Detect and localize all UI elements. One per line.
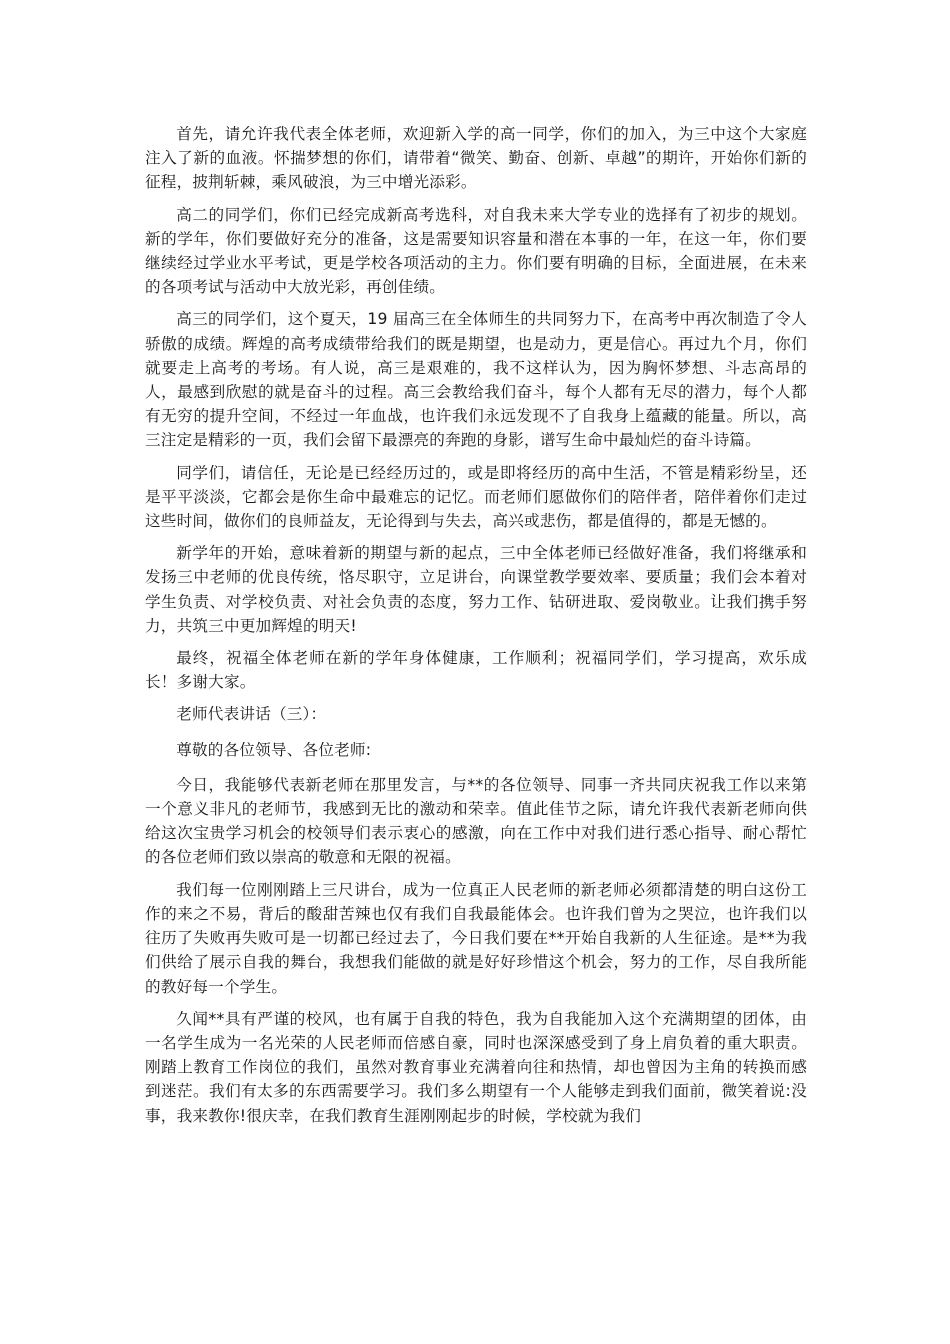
paragraph-new-school-year: 新学年的开始，意味着新的期望与新的起点，三中全体老师已经做好准备，我们将继承和发扬三中老师的优良传统，恪尽职守，立足讲台，向课堂教学要效率、要质量；我们会本着对学生负责、对学校负责、对社会负责的态度，努力工作、钻研进取、爱岗敬业。让我们携手努力，共筑三中更加辉煌的明天! bbox=[145, 544, 807, 635]
paragraph-new-teacher-journey: 我们每一位刚刚踏上三尺讲台，成为一位真正人民老师的新老师必须都清楚的明白这份工作的来之不易，背后的酸甜苦辣也仅有我们自我最能体会。也许我们曾为之哭泣，也许我们以往历了失败再失败可是一切都已经过去了，今日我们要在**开始自我新的人生征途。是**为我们供给了展示自我的舞台，我想我们能做的就是好好珍惜这个机会，努力的工作，尽自我所能的教好每一个学生。 bbox=[145, 880, 807, 996]
paragraph-seniors: 高三的同学们，这个夏天，19 届高三在全体师生的共同努力下，在高考中再次制造了令人骄傲的成绩。辉煌的高考成绩带给我们的既是期望，也是动力，更是信心。再过九个月，你们就要走上高考的考场。有人说，高三是艰难的，我不这样认为，因为胸怀梦想、斗志高昂的人，最感到欣慰的就是奋斗的过程。高三会教给我们奋斗，每个人都有无尽的潜力，每个人都有无穷的提升空间，不经过一年血战，也许我们永远发现不了自我身上蕴藏的能量。所以，高三注定是精彩的一页，我们会留下最漂亮的奔跑的身影，谱写生命中最灿烂的奋斗诗篇。 bbox=[145, 310, 807, 450]
paragraph-school-spirit: 久闻**具有严谨的校风，也有属于自我的特色，我为自我能加入这个充满期望的团体，由一名学生成为一名光荣的人民老师而倍感自豪，同时也深深感受到了身上肩负着的重大职责。刚踏上教育工作岗位的我们，虽然对教育事业充满着向往和热情，却也曾因为主角的转换而感到迷茫。我们有太多的东西需要学习。我们多么期望有一个人能够走到我们面前，微笑着说:没事，我来教你!很庆幸，在我们教育生涯刚刚起步的时候，学校就为我们 bbox=[145, 1009, 807, 1125]
paragraph-welcome-freshmen: 首先，请允许我代表全体老师，欢迎新入学的高一同学，你们的加入，为三中这个大家庭注入了新的血液。怀揣梦想的你们，请带着“微笑、勤奋、创新、卓越”的期许，开始你们新的征程，披荆斩棘，乘风破浪，为三中增光添彩。 bbox=[145, 125, 807, 192]
section-heading-speech-three: 老师代表讲话（三）： bbox=[176, 705, 327, 724]
paragraph-students: 同学们，请信任，无论是已经经历过的，或是即将经历的高中生活，不管是精彩纷呈，还是平平淡淡，它都会是你生命中最难忘的记忆。而老师们愿做你们的陪伴者，陪伴着你们走过这些时间，做你们的良师益友，无论得到与失去，高兴或悲伤，都是值得的，都是无憾的。 bbox=[145, 463, 807, 531]
paragraph-new-teacher-intro: 今日，我能够代表新老师在那里发言，与**的各位领导、同事一齐共同庆祝我工作以来第一个意义非凡的老师节，我感到无比的激动和荣幸。值此佳节之际，请允许我代表新老师向供给这次宝贵学习机会的校领导们表示衷心的感激，向在工作中对我们进行悉心指导、耐心帮忙的各位老师们致以崇高的敬意和无限的祝福。 bbox=[145, 775, 807, 867]
document-body bbox=[145, 122, 807, 1136]
salutation: 尊敬的各位领导、各位老师: bbox=[176, 740, 372, 759]
paragraph-closing-wishes: 最终，祝福全体老师在新的学年身体健康，工作顺利；祝福同学们，学习提高，欢乐成长！多谢大家。 bbox=[145, 649, 807, 692]
paragraph-sophomores: 高二的同学们，你们已经完成新高考选科，对自我未来大学专业的选择有了初步的规划。新的学年，你们要做好充分的准备，这是需要知识容量和潜在本事的一年，在这一年，你们要继续经过学业水平考试，更是学校各项活动的主力。你们要有明确的目标，全面进展，在未来的各项考试与活动中大放光彩，再创佳绩。 bbox=[145, 205, 807, 297]
